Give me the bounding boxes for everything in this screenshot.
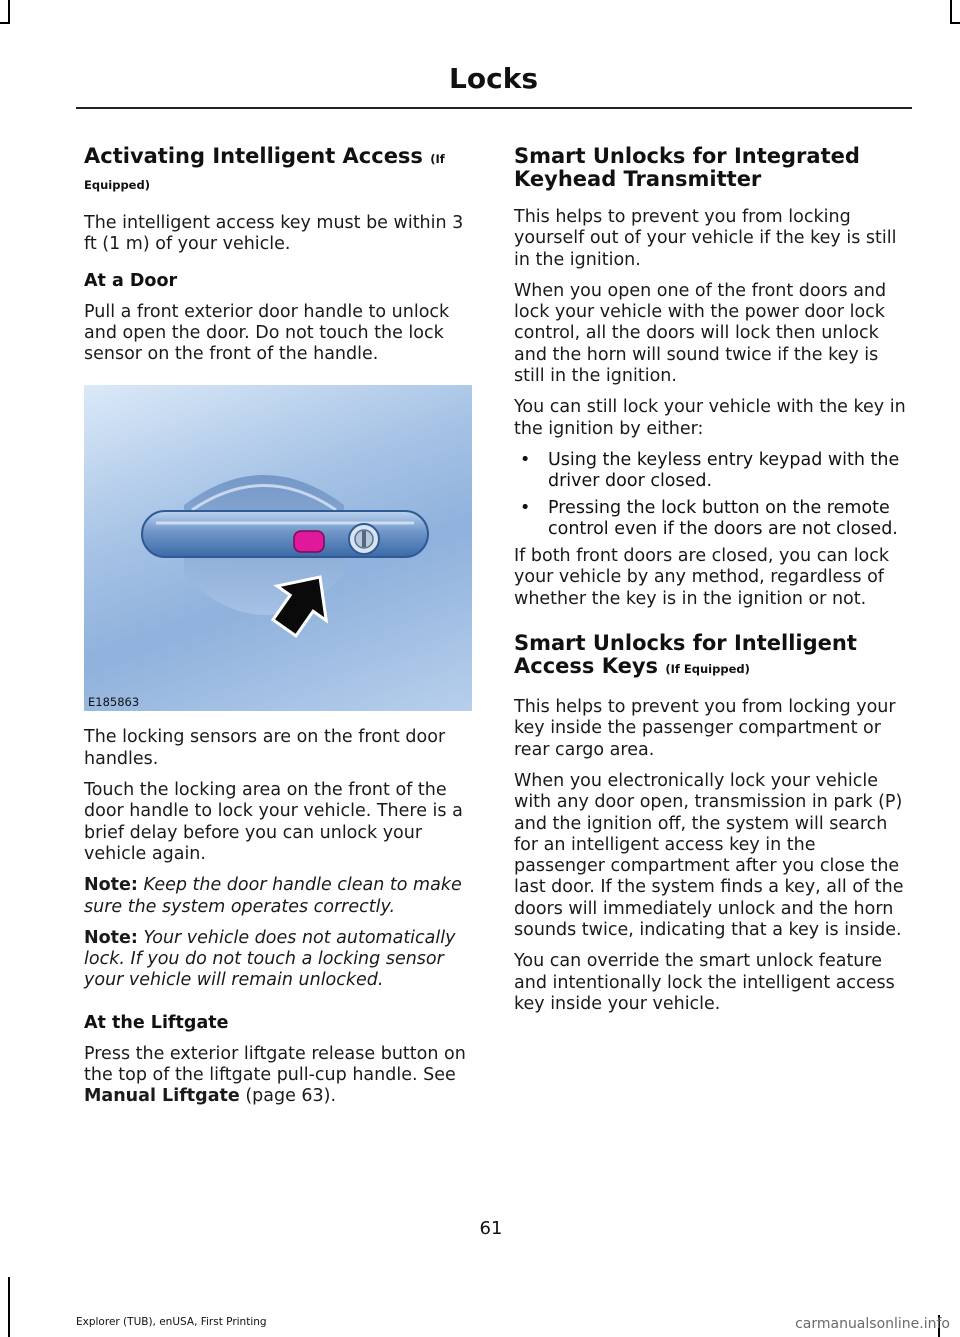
section-heading-iak (514, 632, 908, 681)
section-heading-ikt: Smart Unlocks for Integrated Keyhead Transmitter (514, 144, 860, 191)
section-heading-activating (84, 145, 476, 197)
bullet-icon: • (520, 449, 531, 470)
footer-edition: Explorer (TUB), enUSA, First Printing (76, 1316, 267, 1328)
iak-paragraph-1: This helps to prevent you from locking your key inside the passenger compartment or rear cargo area. (514, 697, 896, 760)
crop-mark (8, 0, 10, 22)
note-text: Keep the door handle clean to make sure the system operates correctly. (84, 875, 462, 917)
heading-main: Smart Unlocks for Intelligent Access Keys (514, 631, 857, 679)
list-item-text: Pressing the lock button on the remote control even if the doors are not closed. (548, 497, 898, 539)
list-item (514, 498, 908, 541)
iak-paragraph-2: When you electronically lock your vehicle with any door open, transmission in park (P) and the ignition off, the system will search for an intelligent access key in the passenger compartment after you close the last door. If the system finds a key, all of the doors will immediately unlock and the horn sounds twice, indicating that a key is inside. (514, 770, 904, 941)
subheading-door: At a Door (84, 270, 178, 291)
door-paragraph: Pull a front exterior door handle to unlock and open the door. Do not touch the lock sensor on the front of the handle. (84, 301, 450, 365)
lock-methods-list (514, 450, 908, 540)
ikt-paragraph-2: When you open one of the front doors and lock your vehicle with the power door lock control, all the doors will lock then unlock and the horn will sound twice if the key is still in the ignition. (514, 280, 887, 387)
liftgate-page-ref: (page 63). (239, 1086, 337, 1107)
bullet-icon: • (520, 497, 531, 518)
heading-qualifier: (If Equipped) (665, 662, 750, 677)
figure-code: E185863 (88, 695, 140, 710)
door-handle-drawing (84, 385, 472, 711)
sensors-paragraph: The locking sensors are on the front door handles. (84, 727, 446, 769)
manual-liftgate-link[interactable]: Manual Liftgate (84, 1086, 240, 1107)
touch-paragraph: Touch the locking area on the front of the door handle to lock your vehicle. There is a brief delay before you can unlock your vehicle again. (84, 780, 463, 864)
note-clean (84, 875, 476, 918)
left-column (84, 145, 476, 1108)
crop-mark (0, 22, 10, 24)
ikt-paragraph-4: If both front doors are closed, you can lock your vehicle by any method, regardless of whether the key is in the ignition or not. (514, 546, 890, 609)
list-item (514, 450, 908, 493)
liftgate-paragraph (84, 1044, 476, 1108)
ikt-paragraph-1: This helps to prevent you from locking yourself out of your vehicle if the key is still in the ignition. (514, 207, 897, 270)
crop-mark (950, 0, 952, 22)
crop-mark (950, 22, 960, 24)
note-text: Your vehicle does not automatically lock. If you do not touch a locking sensor your vehicle will remain unlocked. (84, 927, 456, 991)
page-number: 61 (479, 1218, 503, 1239)
page-title: Locks (449, 62, 538, 95)
liftgate-text: Press the exterior liftgate release button on the top of the liftgate pull-cup handle. See (84, 1043, 466, 1086)
door-handle-illustration (84, 385, 472, 711)
header-rule (76, 107, 912, 109)
intro-paragraph: The intelligent access key must be within 3 ft (1 m) of your vehicle. (84, 213, 464, 255)
note-auto-lock (84, 928, 476, 992)
note-label: Note: (84, 875, 138, 896)
heading-qualifier-2: Equipped) (84, 178, 150, 192)
heading-main: Activating Intelligent Access (84, 144, 423, 168)
heading-qualifier: (If (430, 152, 445, 166)
right-column (514, 145, 908, 1015)
list-item-text: Using the keyless entry keypad with the driver door closed. (548, 449, 900, 492)
watermark: carmanualsonline.info (795, 1316, 950, 1332)
iak-paragraph-3: You can override the smart unlock feature and intentionally lock the intelligent access key inside your vehicle. (514, 951, 895, 1014)
note-label: Note: (84, 927, 138, 948)
crop-mark (8, 1277, 10, 1337)
subheading-liftgate: At the Liftgate (84, 1012, 229, 1033)
ikt-paragraph-3: You can still lock your vehicle with the key in the ignition by either: (514, 397, 906, 439)
